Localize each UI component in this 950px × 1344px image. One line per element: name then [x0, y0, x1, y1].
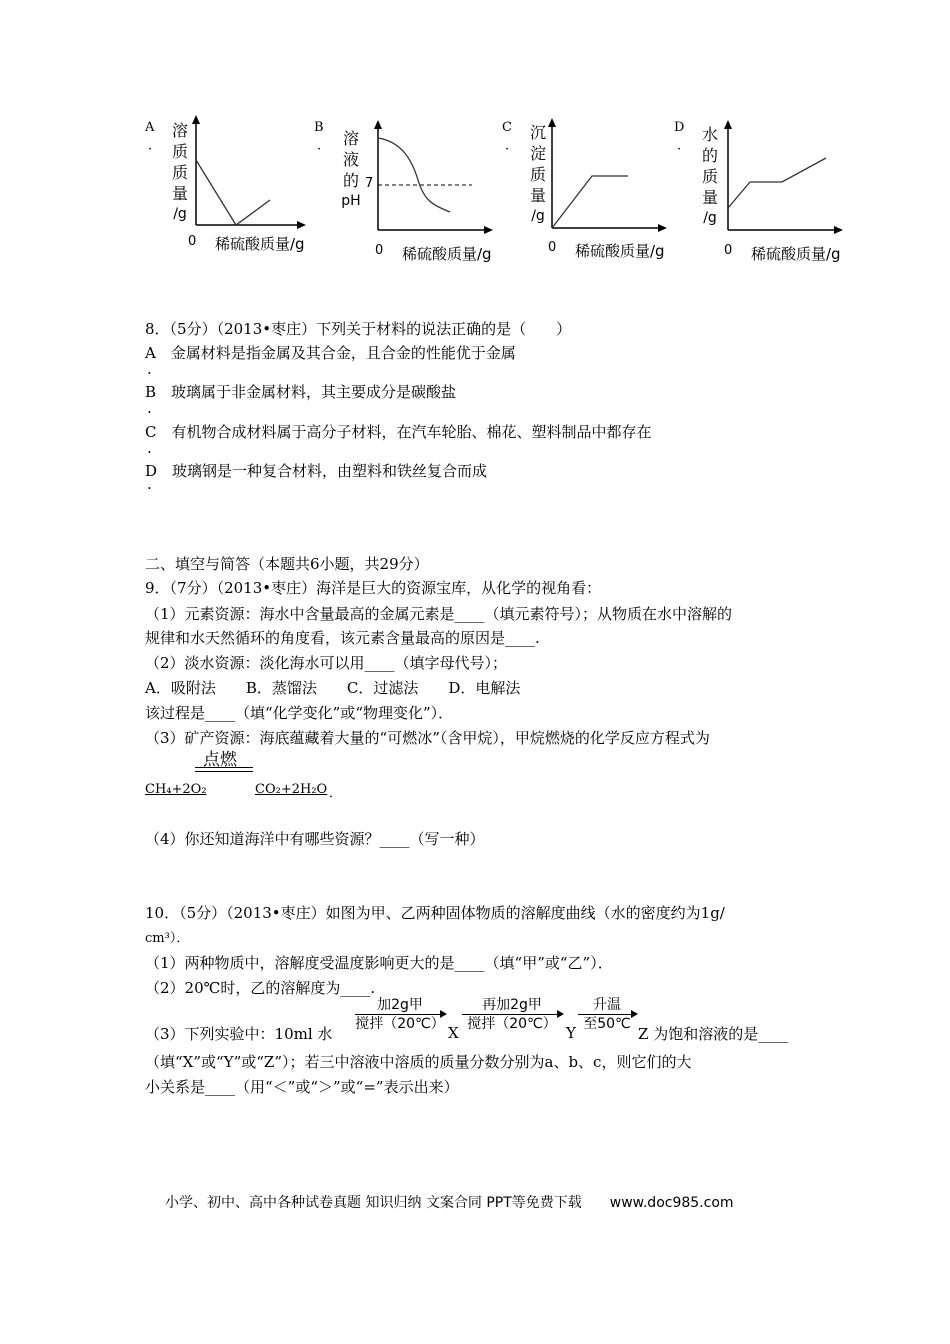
q9-line-3: （2）淡水资源：淡化海水可以用____（填字母代号）；: [145, 654, 508, 672]
chart-d-dot: ·: [677, 142, 682, 157]
q9-eq-right: CO₂+2H₂O: [255, 782, 328, 797]
q9-eq-double-line: [195, 767, 253, 772]
chart-c-xlabel: 稀硫酸质量/g: [575, 242, 665, 260]
q10-arrow-2: 再加2g甲 搅拌（20℃）: [462, 996, 562, 1033]
q10-line-7: 小关系是____（用“＜”或“＞”或“=”表示出来）: [145, 1078, 459, 1096]
q10-y: Y: [566, 1024, 576, 1042]
q10-line-3: （1）两种物质中，溶解度受温度影响更大的是____（填“甲”或“乙”）．: [145, 954, 613, 972]
chart-c-dot: ·: [505, 142, 510, 157]
chart-a-dot: ·: [148, 142, 153, 157]
chart-a-ylabel: 溶 质 质 量 /g: [171, 121, 188, 222]
q10-line-5a: （3）下列实验中：10ml 水: [145, 1025, 333, 1043]
chart-d-ylabel: 水 的 质 量 /g: [701, 125, 718, 226]
q10-line-4: （2）20℃时，乙的溶解度为____.: [145, 979, 376, 997]
q10-line-1: 10．（5分）（2013•枣庄）如图为甲、乙两种固体物质的溶解度曲线（水的密度约为1g/: [145, 904, 725, 922]
q10-arrow-3: 升温 至50℃: [578, 996, 636, 1033]
q9-eq-left: CH₄+2O₂: [145, 782, 207, 797]
q8-option-a: A 金属材料是指金属及其合金，且合金的性能优于金属: [145, 344, 516, 362]
chart-a-letter: A: [145, 120, 155, 135]
chart-b-dot: ·: [317, 142, 322, 157]
chart-b-letter: B: [314, 120, 324, 135]
chart-b-xlabel: 稀硫酸质量/g: [402, 245, 492, 263]
q9-line-1: （1）元素资源：海水中含量最高的金属元素是____（填元素符号）；从物质在水中溶解的: [145, 605, 733, 623]
chart-b-ylabel: 溶 液 的 pH: [341, 129, 361, 209]
q8-option-c: C 有机物合成材料属于高分子材料，在汽车轮胎、棉花、塑料制品中都存在: [145, 423, 652, 441]
q8-option-a-dot: .: [147, 360, 152, 378]
q8-option-c-dot: .: [147, 439, 152, 457]
q9-line-4: A．吸附法 B．蒸馏法 C．过滤法 D．电解法: [145, 679, 521, 697]
chart-d-plot: [722, 120, 847, 235]
chart-d-zero: 0: [724, 243, 733, 258]
q10-line-5b: Z 为饱和溶液的是____: [638, 1025, 789, 1043]
q9-stem: 9．（7分）（2013•枣庄）海洋是巨大的资源宝库，从化学的视角看：: [145, 579, 602, 597]
q10-line-2: cm³）．: [145, 931, 190, 946]
q8-stem: 8．（5分）（2013•枣庄）下列关于材料的说法正确的是（ ）: [145, 320, 572, 338]
q8-option-d: D 玻璃钢是一种复合材料，由塑料和铁丝复合而成: [145, 462, 488, 480]
q8-option-b: B 玻璃属于非金属材料，其主要成分是碳酸盐: [145, 383, 457, 401]
q9-eq-condition: 点燃: [203, 750, 237, 770]
q9-line-2: 规律和水天然循环的角度看，该元素含量最高的原因是____.: [145, 629, 540, 647]
chart-a-xlabel: 稀硫酸质量/g: [215, 235, 305, 253]
q8-option-b-dot: .: [147, 399, 152, 417]
chart-d-letter: D: [674, 120, 685, 135]
section-2-title: 二、填空与简答（本题共6小题，共29分）: [145, 555, 429, 573]
chart-b-plot: [372, 120, 497, 235]
chart-b-zero: 0: [375, 243, 384, 258]
chart-c-ylabel: 沉 淀 质 量 /g: [529, 123, 546, 224]
q10-x: X: [448, 1024, 459, 1042]
page-footer: 小学、初中、高中各种试卷真题 知识归纳 文案合同 PPT等免费下载 www.doc985.com: [165, 1195, 734, 1211]
chart-c-zero: 0: [548, 240, 557, 255]
chart-b-mark-7: 7: [365, 176, 374, 191]
q9-line-5: 该过程是____（填“化学变化”或“物理变化”）．: [145, 704, 454, 722]
q10-line-6: （填“X”或“Y”或“Z”）；若三中溶液中溶质的质量分数分别为a、b、c，则它们的大: [145, 1053, 692, 1071]
chart-d-xlabel: 稀硫酸质量/g: [751, 245, 841, 263]
chart-c-plot: [546, 118, 671, 233]
chart-c-letter: C: [502, 120, 512, 135]
chart-a-zero: 0: [188, 234, 197, 249]
chart-a-plot: [190, 115, 310, 230]
q9-line-7: （4）你还知道海洋中有哪些资源？____（写一种）: [145, 830, 485, 848]
q9-eq-end: ．: [329, 786, 343, 801]
q9-line-6: （3）矿产资源：海底蕴藏着大量的“可燃冰”（含甲烷），甲烷燃烧的化学反应方程式为: [145, 729, 710, 747]
q10-arrow-1: 加2g甲 搅拌（20℃）: [355, 997, 445, 1032]
q8-option-d-dot: ·: [147, 479, 152, 497]
